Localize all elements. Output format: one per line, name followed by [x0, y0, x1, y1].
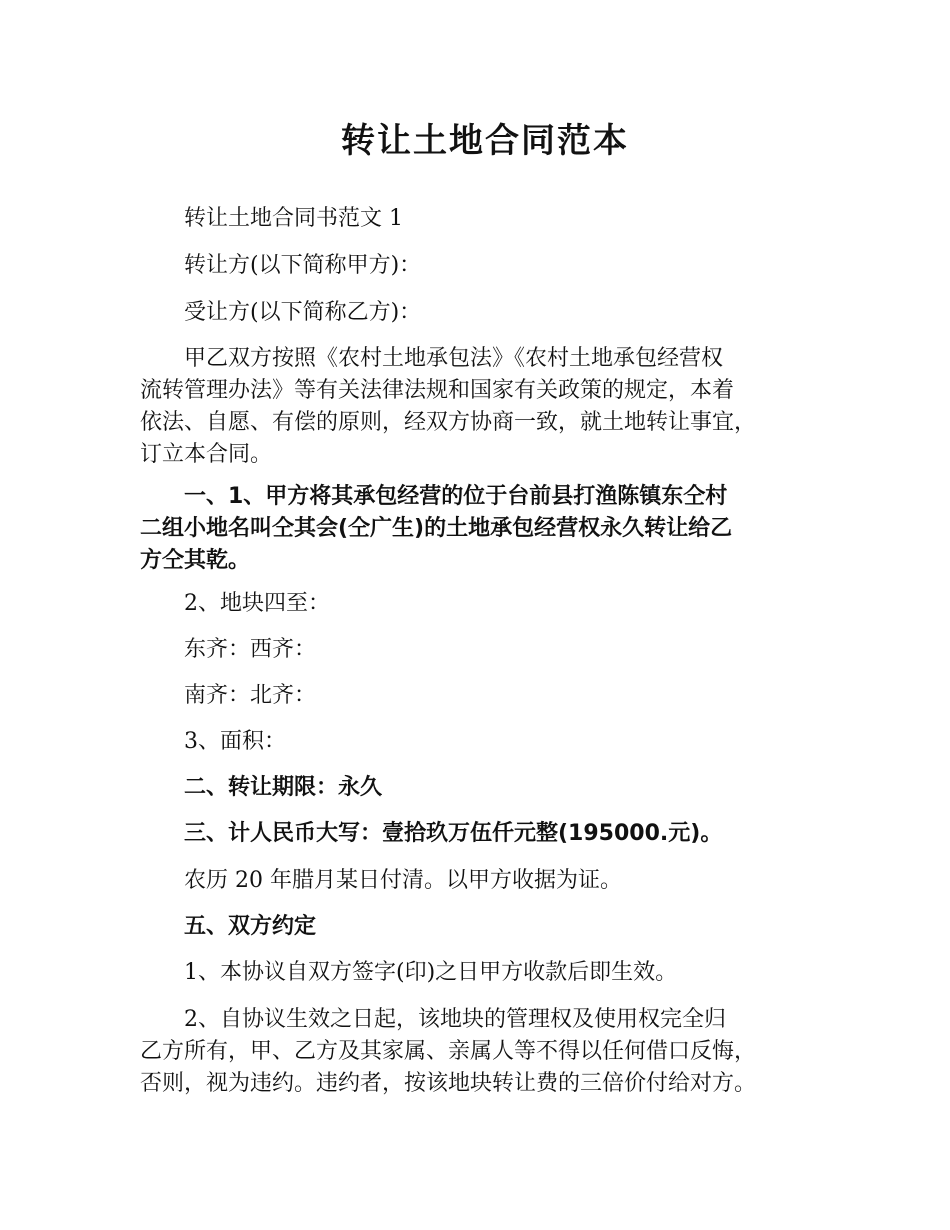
area-label: 3、面积： [184, 729, 286, 754]
clause-1-line: 二组小地名叫仝其会(仝广生)的土地承包经营权永久转让给乙 [140, 516, 733, 541]
document-subtitle: 转让土地合同书范文 1 [184, 206, 403, 231]
agreement-item-1: 1、本协议自双方签字(印)之日甲方收款后即生效。 [184, 960, 678, 985]
price-clause: 三、计人民币大写：壹拾玖万伍仟元整(195000.元)。 [184, 821, 723, 846]
agreement-item-2 [140, 1004, 830, 1100]
document-title: 转让土地合同范本 [341, 121, 629, 161]
clause-1-line: 一、1、甲方将其承包经营的位于台前县打渔陈镇东仝村 [184, 484, 728, 509]
agreement-2-line: 乙方所有，甲、乙方及其家属、亲属人等不得以任何借口反悔， [140, 1039, 757, 1064]
party-a-line: 转让方(以下简称甲方)： [184, 253, 422, 278]
intro-line: 依法、自愿、有偿的原则，经双方协商一致，就土地转让事宜， [140, 410, 757, 435]
clause-1-paragraph [140, 481, 830, 577]
intro-paragraph [140, 343, 830, 471]
agreement-2-line: 2、自协议生效之日起，该地块的管理权及使用权完全归 [184, 1007, 726, 1032]
agreement-2-line: 否则，视为违约。违约者，按该地块转让费的三倍价付给对方。 [140, 1071, 757, 1096]
agreement-heading: 五、双方约定 [184, 914, 317, 939]
term-clause: 二、转让期限：永久 [184, 775, 383, 800]
east-west-line: 东齐：西齐： [184, 637, 317, 662]
south-north-line: 南齐：北齐： [184, 683, 317, 708]
intro-line: 订立本合同。 [140, 442, 273, 467]
party-b-line: 受让方(以下简称乙方)： [184, 300, 422, 325]
intro-line: 甲乙双方按照《农村土地承包法》《农村土地承包经营权 [184, 346, 724, 371]
intro-line: 流转管理办法》等有关法律法规和国家有关政策的规定，本着 [140, 378, 735, 403]
boundaries-label: 2、地块四至： [184, 591, 330, 616]
payment-line: 农历 20 年腊月某日付清。以甲方收据为证。 [184, 868, 622, 893]
clause-1-line: 方仝其乾。 [140, 548, 251, 573]
